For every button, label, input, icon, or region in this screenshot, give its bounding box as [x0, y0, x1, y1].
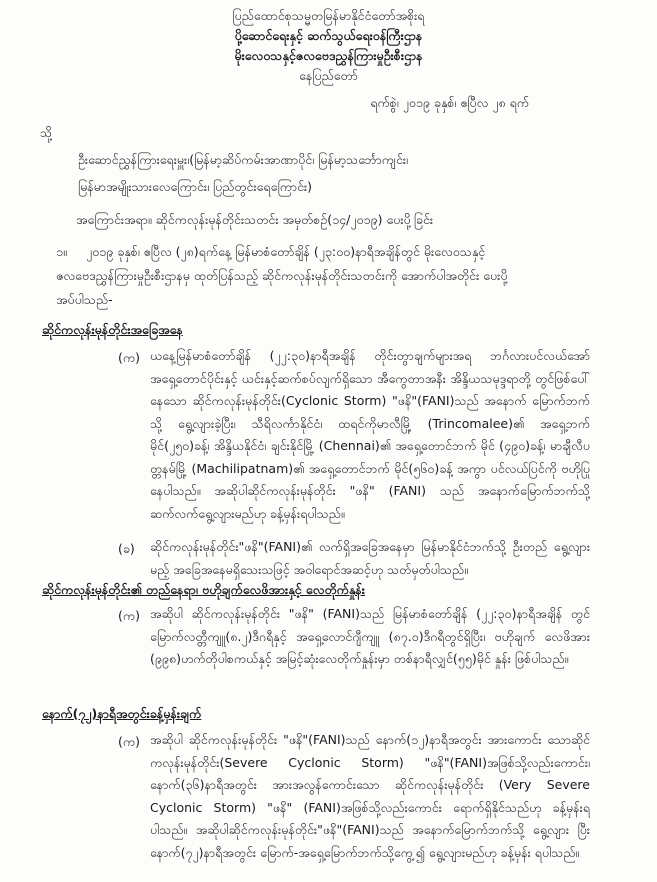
location-paragraph: အဆိုပါ ဆိုင်ကလုန်းမုန်တိုင်း "ဖနိ" (FANI)သည် မြန်မာစံတော်ချိန် (၂၂:၃၀)နာရီအချိန် တွင် မြောက်လတ္တီကျူ(၈.၂)ဒီဂရီနှင့် အရှေ့လောင်ဂျီကျူ (၈၇.၀)ဒီဂရီတွင်ရှိပြီး၊ ဗဟိုချက် လေဖိအား (၉၉၈)ဟက်တိုပါစကယ်နှင့် အမြင့်ဆုံးလေတိုက်နှုန်းမှာ တစ်နာရီလျှင်(၅၅)မိုင် နှုန်း ဖြစ်ပါသည်။	[150, 606, 590, 666]
intro-number: ၁။	[56, 244, 67, 259]
forecast-paragraph: အဆိုပါ ဆိုင်ကလုန်းမုန်တိုင်း "ဖနိ"(FANI)သည် နောက်(၁၂)နာရီအတွင်း အားကောင်း သောဆိုင်ကလုန်းမုန်တိုင်း(Severe Cyclonic Storm) "ဖနိ"(FANI)အဖြစ်သို့လည်းကောင်း၊ နောက်(၃၆)နာရီအတွင်း အားအလွန်ကောင်းသော ဆိုင်ကလုန်းမုန်တိုင်း (Very Severe Cyclonic Storm) "ဖနိ" (FANI)အဖြစ်သို့လည်းကောင်း ရောက်ရှိနိုင်သည်ဟု ခန့်မှန်းရ ပါသည်။ အဆိုပါဆိုင်ကလုန်းမုန်တိုင်း"ဖနိ"(FANI)သည် အနောက်မြောက်ဘက်သို့ ရွေ့လျား ပြီး နောက်(၇၂)နာရီအတွင်း မြောက်-အရှေ့မြောက်ဘက်သို့ကွေ့၍ ရွေ့လျားမည်ဟု ခန့်မှန်း ရပါသည်။	[150, 732, 590, 860]
section-heading-status: ဆိုင်ကလုန်းမုန်တိုင်းအခြေအနေ	[42, 322, 183, 337]
item-label: (က)	[118, 734, 140, 749]
subject-line: အကြောင်းအရာ။ ဆိုင်ကလုန်းမုန်တိုင်းသတင်း အမှတ်စဉ်(၁၄/၂၀၁၉) ပေးပို့ခြင်း	[76, 212, 434, 227]
status-paragraph-b: ဆိုင်ကလုန်းမုန်တိုင်း"ဖနိ"(FANI)၏ လက်ရှိအခြေအနေမှာ မြန်မာနိုင်ငံဘက်သို့ ဦးတည် ရွေ့လျားမည့် အခြေအနေမရှိသေးသဖြင့် အဝါရောင်အဆင့်ဟု သတ်မှတ်ပါသည်။	[150, 539, 590, 577]
intro-line-1: ၂၀၁၉ ခုနှစ်၊ ဧပြီလ (၂၈)ရက်နေ့ မြန်မာစံတော်ချိန် (၂၃:၀၀)နာရီအချိန်တွင် မိုးလေဝသနှင့်	[86, 244, 486, 259]
to-label: သို့	[40, 125, 53, 140]
status-paragraph-a: ယနေ့မြန်မာစံတော်ချိန် (၂၂:၃၀)နာရီအချိန် တိုင်းတွာချက်များအရ ဘင်္ဂလားပင်လယ်အော် အရှေ့တောင်ပိုင်းနှင့် ယင်းနှင့်ဆက်စပ်လျက်ရှိသော အီကွေတာအနီး အိန္ဒိယသမုဒ္ဒရာတို့ တွင်ဖြစ်ပေါ်နေသော ဆိုင်ကလုန်းမုန်တိုင်း(Cyclonic Storm) "ဖနိ"(FANI)သည် အနောက် မြောက်ဘက်သို့ ရွေ့လျားခဲ့ပြီး၊ သီရိလင်္ကာနိုင်ငံ၊ ထရင်ကိုမာလီမြို့ (Trincomalee)၏ အရှေ့ဘက် မိုင်(၂၅၀)ခန့်၊ အိန္ဒိယနိုင်ငံ၊ ချင်းနိုင်မြို့ (Chennai)၏ အရှေ့တောင်ဘက် မိုင် (၄၉၀)ခန့်၊ မာချီလီပတ္တနမ်မြို့ (Machilipatnam)၏ အရှေ့တောင်ဘက် မိုင်(၅၆၀)ခန့် အကွာ ပင်လယ်ပြင်ကို ဗဟိုပြုနေပါသည်။ အဆိုပါဆိုင်ကလုန်းမုန်တိုင်း "ဖနိ" (FANI) သည် အနောက်မြောက်ဘက်သို့ ဆက်လက်ရွေ့လျားမည်ဟု ခန့်မှန်းရပါသည်။	[150, 348, 590, 521]
item-label: (က)	[118, 350, 140, 365]
section-heading-forecast: နောက်(၇၂)နာရီအတွင်းခန့်မှန်းချက်	[42, 706, 202, 721]
item-label: (ခ)	[118, 541, 135, 556]
recipient-line-1: ဦးဆောင်ညွှန်ကြားရေးမှူး၊(မြန်မာ့ဆိပ်ကမ်းအာဏာပိုင်၊ မြန်မာ့သင်္ဘောကျင်း၊	[78, 152, 409, 167]
section-heading-location: ဆိုင်ကလုန်းမုန်တိုင်း၏ တည်နေရာ၊ ဗဟိုချက်လေဖိအားနှင့် လေတိုက်နှုန်း	[42, 582, 365, 597]
item-label: (က)	[118, 608, 140, 623]
header-line-location: နေပြည်တော်	[299, 68, 358, 83]
letter-date: ရက်စွဲ၊ ၂၀၁၉ ခုနှစ်၊ ဧပြီလ ၂၈ ရက်	[370, 95, 529, 110]
intro-line-2: ဇလဗေဒညွှန်ကြားမှုဦးစီးဌာနမှ ထုတ်ပြန်သည့် ဆိုင်ကလုန်းမုန်တိုင်းသတင်းကို အောက်ပါအတိုင်း ပေးပို့	[56, 268, 508, 283]
header-line-government: ပြည်ထောင်စုသမ္မတမြန်မာနိုင်ငံတော်အစိုးရ	[232, 8, 425, 23]
intro-line-3: အပ်ပါသည်-	[56, 292, 113, 307]
header-line-department: မိုးလေဝသနှင့်ဇလဗေဒညွှန်ကြားမှုဦးစီးဌာန	[234, 48, 423, 63]
header-line-ministry: ပို့ဆောင်ရေးနှင့် ဆက်သွယ်ရေးဝန်ကြီးဌာန	[234, 28, 423, 43]
recipient-line-2: မြန်မာအမျိုးသားလေကြောင်း၊ ပြည်တွင်းရေကြောင်း)	[78, 179, 313, 194]
